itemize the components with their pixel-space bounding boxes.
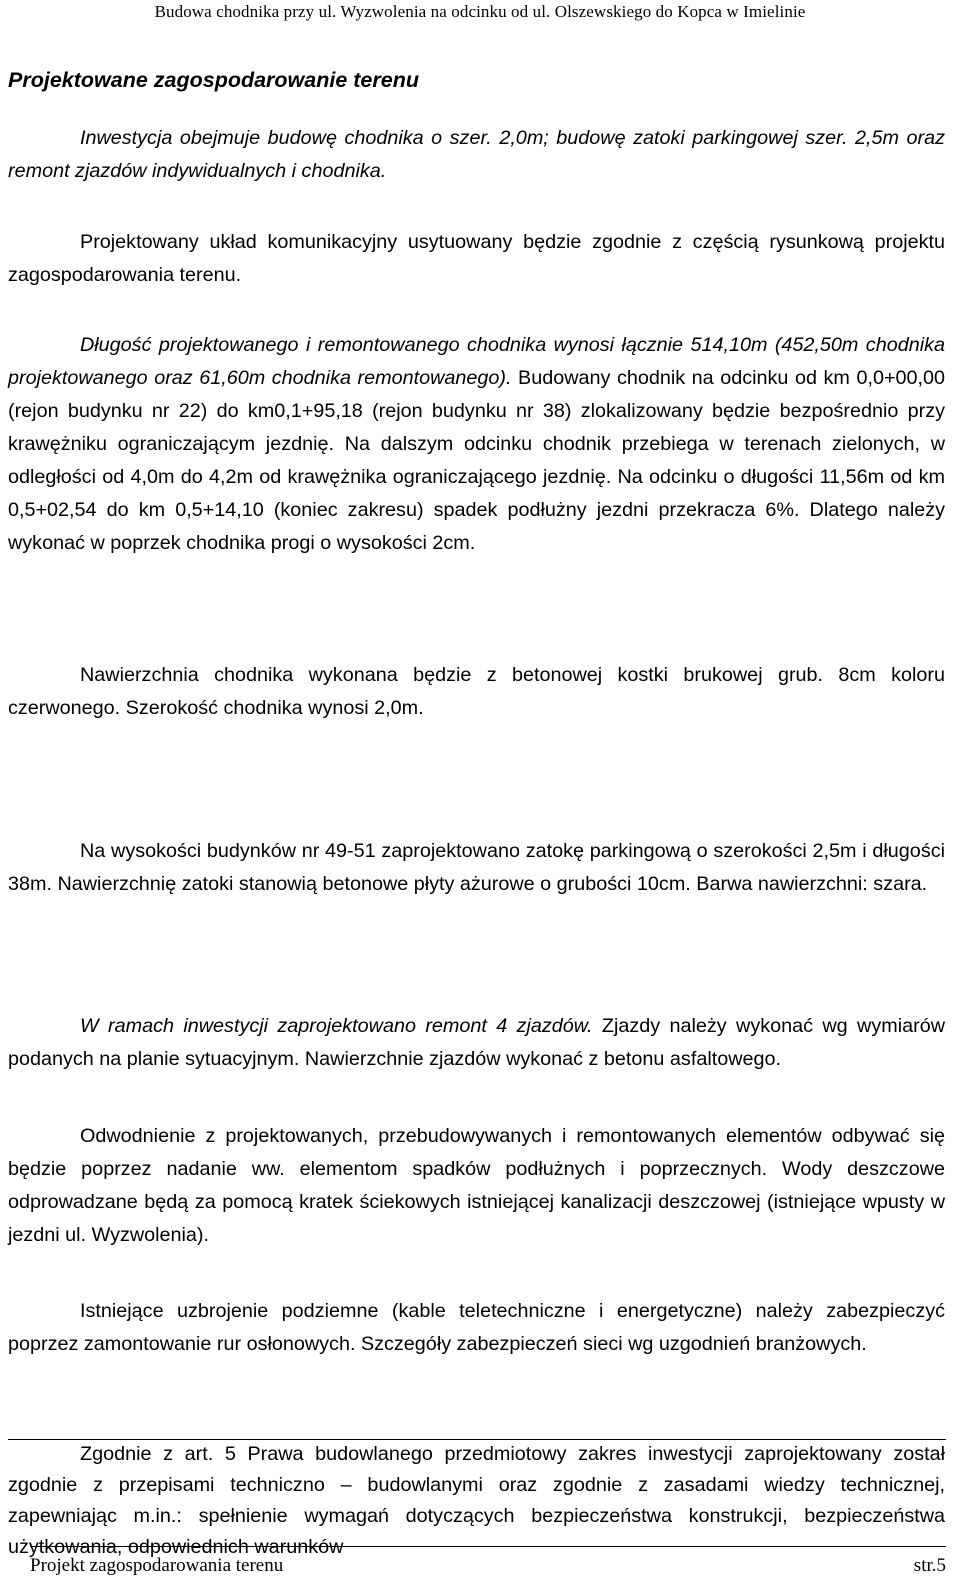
footer-document-name: Projekt zagospodarowania terenu xyxy=(30,1555,284,1576)
paragraph-drainage: Odwodnienie z projektowanych, przebudowywanych i remontowanych elementów odbywać się będzie poprzez nadanie ww. elementom spadków podłużnych i poprzecznych. Wody deszczowe odprowadzane będą za pomocą kratek ściekowych istniejącej kanalizacji deszczowej (istniejące wpusty w jezdni ul. Wyzwolenia). xyxy=(8,1125,945,1246)
paragraph-surface: Nawierzchnia chodnika wykonana będzie z betonowej kostki brukowej grub. 8cm koloru czerwonego. Szerokość chodnika wynosi 2,0m. xyxy=(8,664,945,719)
paragraph-scope: Inwestycja obejmuje budowę chodnika o szer. 2,0m; budowę zatoki parkingowej szer. 2,5m oraz remont zjazdów indywidualnych i chodnika. xyxy=(8,127,945,182)
paragraph-driveways-details: Zjazdy należy wykonać wg wymiarów podanych na planie sytuacyjnym. Nawierzchnie zjazdów wykonać z betonu asfaltowego. xyxy=(8,1015,945,1070)
paragraph-driveways xyxy=(8,1010,945,1076)
paragraph-length-details: Budowany chodnik na odcinku od km 0,0+00,00 (rejon budynku nr 22) do km0,1+95,18 (rejon budynku nr 38) zlokalizowany będzie bezpośrednio przy krawężniku ograniczającym jezdnię. Na dalszym odcinku chodnik przebiega w terenach zielonych, w odległości od 4,0m do 4,2m od krawężnika ograniczającego jezdnię. Na odcinku o długości 11,56m od km 0,5+02,54 do km 0,5+14,10 (koniec zakresu) spadek podłużny jezdni przekracza 6%. Dlatego należy wykonać w poprzek chodnika progi o wysokości 2cm. xyxy=(8,367,945,554)
paragraph-utilities: Istniejące uzbrojenie podziemne (kable teletechniczne i energetyczne) należy zabezpieczyć poprzez zamontowanie rur osłonowych. Szczegóły zabezpieczeń sieci wg uzgodnień branżowych. xyxy=(8,1300,945,1355)
paragraph-driveways-intro: W ramach inwestycji zaprojektowano remont 4 zjazdów. xyxy=(80,1015,593,1037)
paragraph-length xyxy=(8,329,945,560)
paragraph-compliance: Zgodnie z art. 5 Prawa budowlanego przedmiotowy zakres inwestycji zaprojektowany został zgodnie z przepisami techniczno – budowlanymi oraz zgodnie z zasadami wiedzy technicznej, zapewniając m.in.: spełnienie wymagań dotyczących bezpieczeństwa konstrukcji, bezpieczeństwa użytkowania, odpowiednich warunków xyxy=(8,1443,945,1558)
section-heading: Projektowane zagospodarowanie terenu xyxy=(8,68,419,92)
page-footer xyxy=(30,1546,946,1577)
page-header: Budowa chodnika przy ul. Wyzwolenia na odcinku od ul. Olszewskiego do Kopca w Imielinie xyxy=(154,2,806,21)
paragraph-parking-bay: Na wysokości budynków nr 49-51 zaprojektowano zatokę parkingową o szerokości 2,5m i długości 38m. Nawierzchnię zatoki stanowią betonowe płyty ażurowe o grubości 10cm. Barwa nawierzchni: szara. xyxy=(8,840,945,895)
paragraph-layout: Projektowany układ komunikacyjny usytuowany będzie zgodnie z częścią rysunkową projektu zagospodarowania terenu. xyxy=(8,231,945,286)
footer-page-number: str.5 xyxy=(913,1555,946,1576)
paragraph-length-intro: Długość projektowanego i remontowanego chodnika wynosi łącznie 514,10m (452,50m chodnika projektowanego oraz 61,60m chodnika remontowanego). xyxy=(8,334,945,389)
